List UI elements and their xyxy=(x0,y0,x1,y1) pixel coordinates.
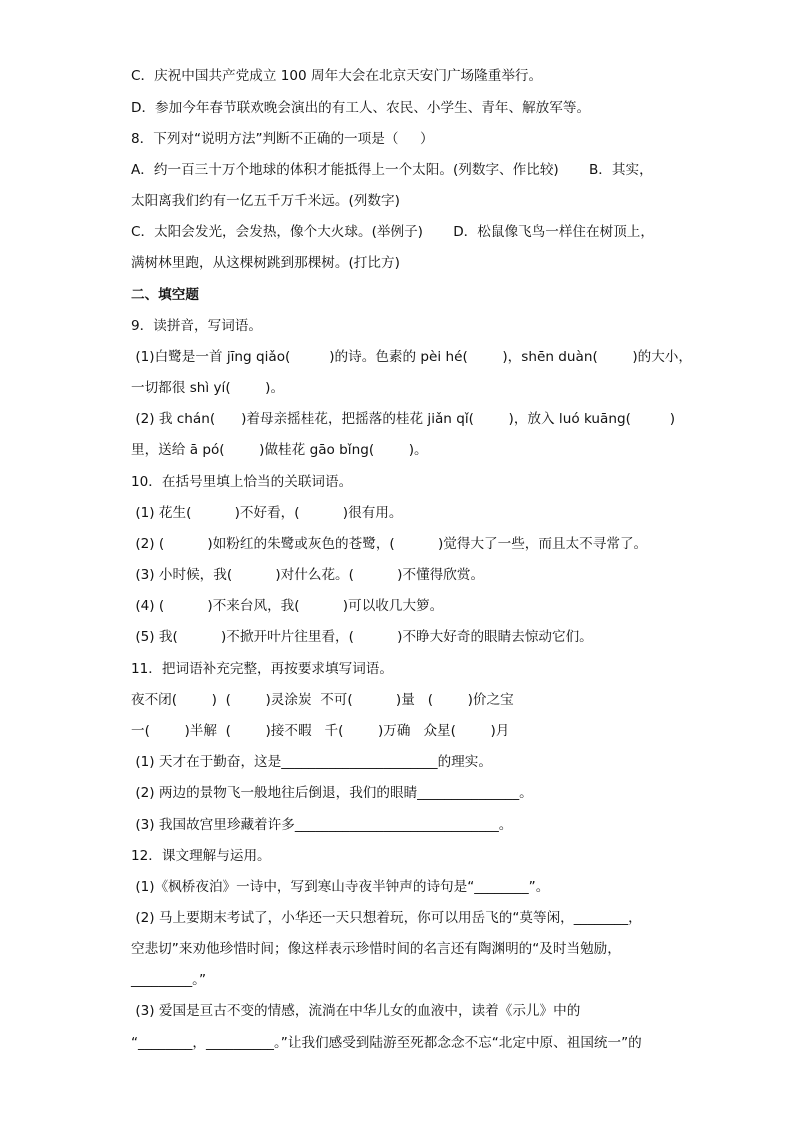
question-9: 9．读拼音，写词语。 xyxy=(131,318,262,334)
q8-options-ab: A．约一百三十万个地球的体积才能抵得上一个太阳。(列数字、作比较) B．其实， xyxy=(131,162,653,178)
q9-part1: (1)白鹭是一首 jīng qiǎo( )的诗。色素的 pèi hé( )，shēn duàn( )的大小， xyxy=(131,349,692,365)
q11-part1: (1) 天才在于勤奋，这是_______________________的理实。 xyxy=(131,754,492,770)
q11-words-row1: 夜不闭( ) ( )灵涂炭 不可( )量 ( )价之宝 xyxy=(131,692,514,708)
option-d-q7: D．参加今年春节联欢晚会演出的有工人、农民、小学生、青年、解放军等。 xyxy=(131,100,591,116)
q8-option-b-cont: 太阳离我们约有一亿五千万千米远。(列数字) xyxy=(131,193,400,209)
q9-part2-cont: 里，送给 ā pó( )做桂花 gāo bǐng( )。 xyxy=(131,442,428,458)
q12-part2: (2) 马上要期末考试了，小华还一天只想着玩，你可以用岳飞的“莫等闲，________， xyxy=(131,910,642,926)
q8-option-d-cont: 满树林里跑，从这棵树跳到那棵树。(打比方) xyxy=(131,255,400,271)
q12-part2-end: _________。” xyxy=(131,972,207,988)
q10-part2: (2) ( )如粉红的朱鹭或灰色的苍鹭，( )觉得大了一些，而且太不寻常了。 xyxy=(131,536,648,552)
section-heading-fill: 二、填空题 xyxy=(131,287,199,303)
option-c-q7: C．庆祝中国共产党成立 100 周年大会在北京天安门广场隆重举行。 xyxy=(131,68,543,84)
q12-part1: (1)《枫桥夜泊》一诗中，写到寒山寺夜半钟声的诗句是“________”。 xyxy=(131,879,550,895)
question-10: 10．在括号里填上恰当的关联词语。 xyxy=(131,474,353,490)
q12-part3-cont: “________，__________。”让我们感受到陆游至死都念念不忘“北定中原、祖国统一”的 xyxy=(131,1035,642,1051)
question-11: 11．把词语补充完整，再按要求填写词语。 xyxy=(131,661,393,677)
q8-options-cd: C．太阳会发光，会发热，像个大火球。(举例子) D．松鼠像飞鸟一样住在树顶上， xyxy=(131,224,654,240)
question-8: 8．下列对“说明方法”判断不正确的一项是（ ） xyxy=(131,131,434,147)
q11-words-row2: 一( )半解 ( )接不暇 千( )万确 众星( )月 xyxy=(131,723,510,739)
q11-part2: (2) 两边的景物飞一般地往后倒退，我们的眼睛_______________。 xyxy=(131,785,533,801)
q10-part5: (5) 我( )不掀开叶片往里看，( )不睁大好奇的眼睛去惊动它们。 xyxy=(131,629,593,645)
q10-part4: (4) ( )不来台风，我( )可以收几大箩。 xyxy=(131,598,444,614)
q9-part2: (2) 我 chán( )着母亲摇桂花，把摇落的桂花 jiǎn qǐ( )，放入 luó kuāng( ) xyxy=(131,411,676,427)
q10-part3: (3) 小时候，我( )对什么花。( )不懂得欣赏。 xyxy=(131,567,485,583)
q12-part2-cont: 空悲切”来劝他珍惜时间；像这样表示珍惜时间的名言还有陶渊明的“及时当勉励， xyxy=(131,941,621,957)
q9-part1-cont: 一切都很 shì yí( )。 xyxy=(131,380,285,396)
q12-part3: (3) 爱国是亘古不变的情感，流淌在中华儿女的血液中，读着《示儿》中的 xyxy=(131,1003,581,1019)
q10-part1: (1) 花生( )不好看，( )很有用。 xyxy=(131,505,403,521)
q11-part3: (3) 我国故宫里珍藏着许多______________________________。 xyxy=(131,817,513,833)
question-12: 12．课文理解与运用。 xyxy=(131,848,271,864)
